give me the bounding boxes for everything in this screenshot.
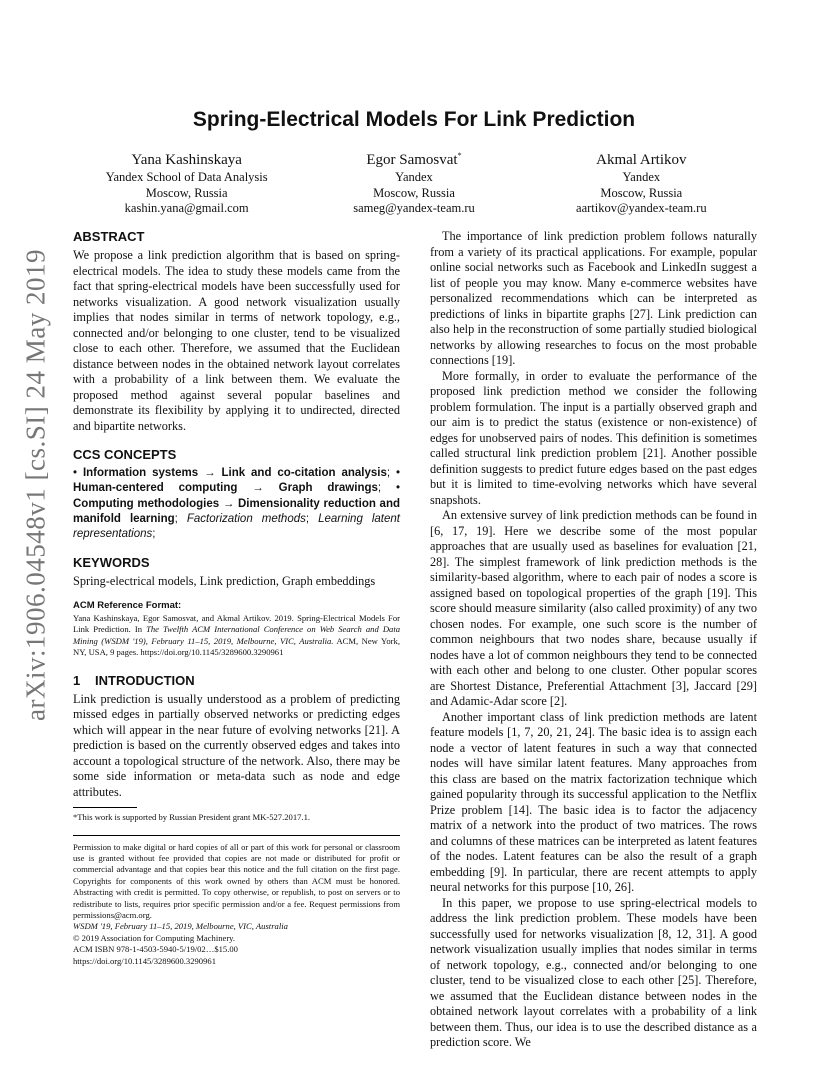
isbn-line: ACM ISBN 978-1-4503-5940-5/19/02…$15.00: [73, 944, 238, 955]
permission-notice: Permission to make digital or hard copies of all or part of this work for personal or classroom use is granted without fee provided that copies are not made or distributed for profit or commercial advantage and that copies bear this notice and the full citation on the first page. Copyrights for components of this work owned by others than ACM must be honored. Abstracting with credit is permitted. To copy otherwise, or republish, to post on servers or to redistribute to lists, requires prior specific permission and/or a fee. Request permissions from permissions@acm.org.: [73, 841, 400, 920]
arxiv-sidebar-stamp: [16, 249, 56, 721]
author-affiliation: Yandex: [395, 170, 433, 184]
ccs-concepts: • Information systems → Link and co-citation analysis; • Human-centered computing → Graph drawings; • Computing methodologies → Dimensionality reduction and manifold learning; Factorization methods; Learning latent representations;: [73, 467, 400, 541]
section-heading-introduction: 1 INTRODUCTION: [73, 672, 195, 688]
right-column: [430, 229, 757, 1051]
acm-reference-label: ACM Reference Format:: [73, 599, 182, 611]
abstract-text: We propose a link prediction algorithm that is based on spring-electrical models. The idea to study these models came from the fact that spring-electrical models have been successfully used for networks visualization. A good network visualization usually implies that nodes similar in terms of network topology, e.g., connected and/or belonging to one cluster, tend to be visualized close to each other. Therefore, we assumed that the Euclidean distance between nodes in the obtained network layout correlates with a probability of a link between them. We evaluate the proposed method against several popular baselines and demonstrate its flexibility by applying it to undirected, directed and bipartite networks.: [73, 248, 400, 433]
author-location: Moscow, Russia: [600, 185, 683, 200]
footnote-rule: [73, 807, 137, 808]
author-name: Egor Samosvat: [366, 152, 458, 168]
copyright-line: © 2019 Association for Computing Machinery.: [73, 932, 236, 943]
acm-reference-text: Yana Kashinskaya, Egor Samosvat, and Akmal Artikov. 2019. Spring-Electrical Models For Link Prediction. In The Twelfth ACM International Conference on Web Search and Data Mining (WSDM '19), February 11–15, 2019, Melbourne, VIC, Australia. ACM, New York, NY, USA, 9 pages. https://doi.org/10.1145/3289600.3290961: [73, 612, 401, 658]
footnote: *This work is supported by Russian President grant MK-527.2017.1.: [73, 812, 311, 823]
author-name: Akmal Artikov: [596, 152, 687, 168]
permission-rule: [73, 835, 400, 836]
arxiv-identifier: arXiv:1906.04548v1 [cs.SI] 24 May 2019: [20, 249, 51, 721]
abstract-heading: ABSTRACT: [73, 229, 145, 244]
author-email[interactable]: aartikov@yandex-team.ru: [576, 201, 707, 215]
keywords-text: Spring-electrical models, Link prediction, Graph embeddings: [73, 574, 376, 589]
left-column: [73, 229, 400, 967]
author-1: [73, 150, 300, 217]
keywords-heading: KEYWORDS: [73, 555, 150, 571]
body-paragraph: More formally, in order to evaluate the performance of the proposed link prediction method we consider the following problem formulation. The input is a partially observed graph and our aim is to predict the status (existence or non-existence) of edges for unobserved pairs of nodes. This definition is sometimes called structural link prediction problem [21]. Another possible definition suggests to predict future edges based on the past edges but it is limited to time-evolving networks which have several snapshots.: [430, 368, 757, 507]
author-affiliation: Yandex: [622, 170, 661, 184]
conference-info: WSDM '19, February 11–15, 2019, Melbourne, VIC, Australia: [73, 921, 288, 932]
author-location: Moscow, Russia: [145, 185, 228, 200]
author-location: Moscow, Russia: [373, 185, 455, 200]
paper-title: Spring-Electrical Models For Link Prediction: [192, 108, 636, 131]
author-name: Yana Kashinskaya: [131, 152, 242, 168]
footnote-marker: *: [457, 151, 462, 160]
ccs-heading: CCS CONCEPTS: [73, 447, 177, 462]
body-paragraph: Another important class of link prediction methods are latent feature models [1, 7, 20, 21, 24]. The basic idea is to assign each node a vector of latent features in such a way that connected nodes will have similar latent features. Many approaches from this class are based on the matrix factorization technique which gained popularity through its successful application to the Netflix Prize problem [14]. The basic idea is to factor the adjacency matrix of a network into the product of two matrices. The rows and columns of these matrices can be interpreted as latent features of the nodes. Latent features can be also the result of a graph embedding [9]. In particular, there are recent attempts to apply neural networks for this purpose [10, 26].: [430, 709, 757, 894]
body-paragraph: The importance of link prediction problem follows naturally from a variety of its practical applications. For example, popular online social networks such as Facebook and LinkedIn suggest a list of people you may know. Many e-commerce websites have personalized recommendations which can be interpreted as predictions of links in bipartite graphs [27]. Link prediction can also help in the reconstruction of some partially studied biological networks by allowing researches to focus on the most probable connections [19].: [430, 229, 757, 367]
body-paragraph: An extensive survey of link prediction methods can be found in [6, 17, 19]. Here we describe some of the most popular approaches that are usually used as baselines for evaluation [21, 28]. The simplest framework of link prediction methods is the similarity-based algorithm, where to each pair of nodes a score is assigned based on topological properties of the graph [19]. This score should measure similarity (also called proximity) of any two chosen nodes. For example, one such score is the number of common neighbours that two nodes share, because usually if nodes have a lot of common neighbours they tend to be connected with each other and belong to one cluster. Other popular scores are Shortest Distance, Preferential Attachment [3], Jaccard [29] and Adamic-Adar score [2].: [430, 508, 757, 708]
introduction-text: Link prediction is usually understood as a problem of predicting missed edges in partially observed networks or predicting edges which will appear in the near future of evolving networks [21]. A prediction is based on the currently observed edges and takes into account a topological structure of the network. Also, there may be some side information or meta-data such as node and edge attributes.: [73, 691, 400, 799]
body-paragraph: In this paper, we propose to use spring-electrical models to address the link prediction problem. These models have been successfully used for networks visualization [8, 12, 31]. A good network visualization usually implies that nodes similar in terms of network topology, e.g., connected and/or belonging to one cluster, tend to be visualized close to each other [25]. Therefore, we assumed that the Euclidean distance between nodes in the obtained network layout correlates with a probability of a link between them. Thus, our idea is to use the described distance as a prediction score. We: [430, 895, 757, 1049]
author-affiliation: Yandex School of Data Analysis: [105, 170, 268, 184]
author-3: [528, 150, 755, 217]
doi-link[interactable]: https://doi.org/10.1145/3289600.3290961: [73, 955, 216, 966]
author-block: [73, 150, 755, 217]
author-2: [300, 150, 527, 217]
author-email[interactable]: kashin.yana@gmail.com: [124, 201, 249, 215]
author-email[interactable]: sameg@yandex-team.ru: [353, 201, 475, 215]
